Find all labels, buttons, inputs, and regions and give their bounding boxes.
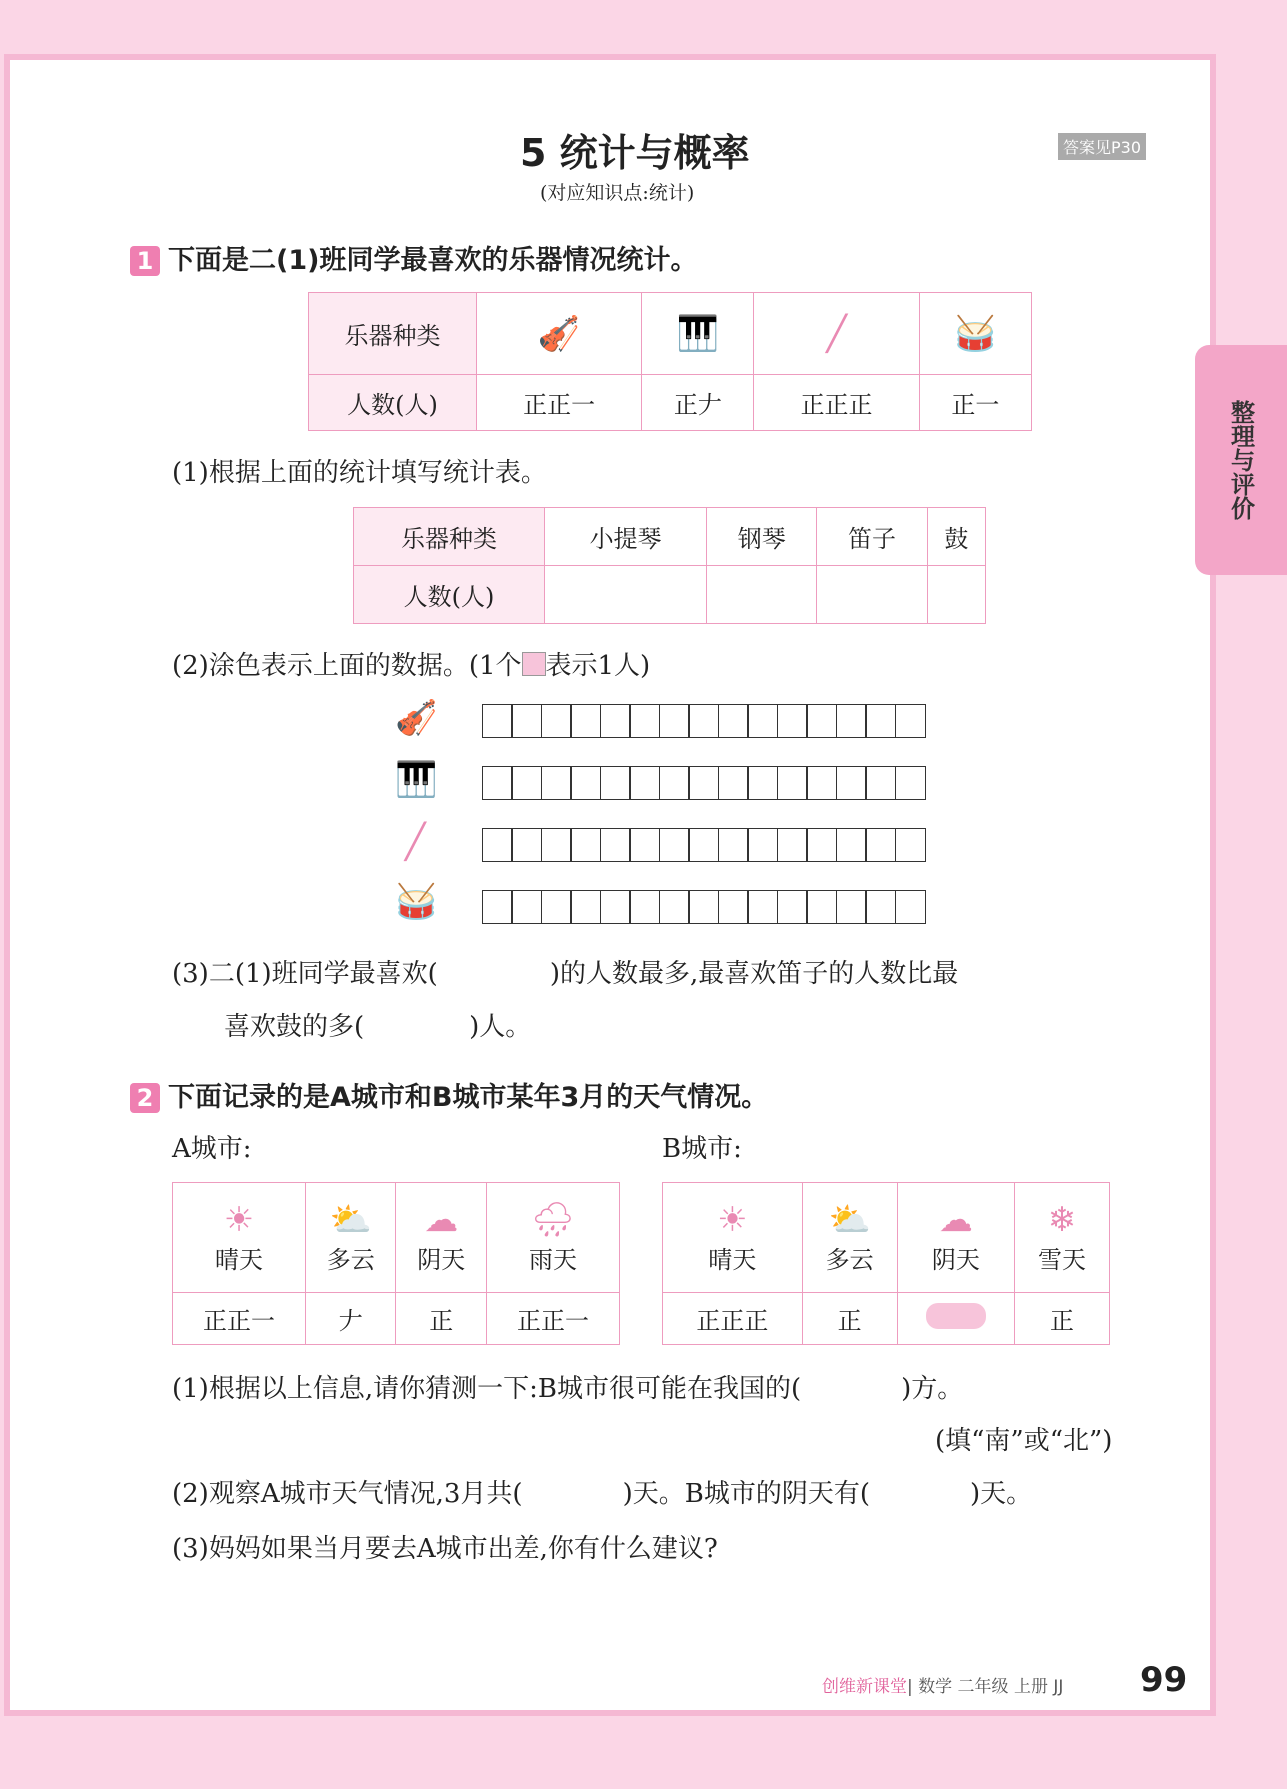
weather-label: 雨天 xyxy=(528,1246,577,1274)
question-2 xyxy=(130,1075,768,1114)
grid-cell[interactable] xyxy=(541,890,572,924)
answer-cell[interactable] xyxy=(927,566,985,624)
grid-cell[interactable] xyxy=(600,890,631,924)
grid-cell[interactable] xyxy=(747,890,778,924)
city-a-table xyxy=(172,1182,620,1345)
grid-cell[interactable] xyxy=(836,766,867,800)
grid-cell[interactable] xyxy=(482,890,513,924)
grid-cell[interactable] xyxy=(570,828,601,862)
grid-cell[interactable] xyxy=(718,890,749,924)
city-a-label: A城市: xyxy=(172,1134,252,1164)
tally: 正正一 xyxy=(173,1293,306,1345)
footer xyxy=(822,1672,1063,1697)
question-1 xyxy=(130,238,697,277)
grid-cell[interactable] xyxy=(777,828,808,862)
weather-label: 阴天 xyxy=(931,1246,980,1274)
sun-icon: ☀ xyxy=(717,1200,748,1240)
answer-cell[interactable] xyxy=(545,566,707,624)
grid-cell[interactable] xyxy=(570,704,601,738)
tally-table xyxy=(308,292,1032,431)
instrument: 笛子 xyxy=(817,508,927,566)
grid-cell[interactable] xyxy=(482,766,513,800)
text: )方。 xyxy=(901,1374,964,1404)
grid-cell[interactable] xyxy=(511,766,542,800)
piano-icon: 🎹 xyxy=(395,760,438,800)
grid-cell[interactable] xyxy=(600,828,631,862)
snow-icon: ❄ xyxy=(1047,1200,1077,1240)
tally: 正 xyxy=(396,1293,486,1345)
grid-cell[interactable] xyxy=(777,704,808,738)
grid-cell[interactable] xyxy=(836,704,867,738)
ink-smudge xyxy=(926,1303,986,1329)
grid-cell[interactable] xyxy=(806,704,837,738)
text: )天。B城市的阴天有( xyxy=(622,1479,870,1509)
grid-cell[interactable] xyxy=(600,704,631,738)
grid-cell[interactable] xyxy=(659,704,690,738)
tally: 正𠂇 xyxy=(642,375,754,431)
answer-cell[interactable] xyxy=(707,566,817,624)
city-b-label: B城市: xyxy=(662,1134,742,1164)
drum-icon: 🥁 xyxy=(919,293,1031,375)
grid-cell[interactable] xyxy=(659,766,690,800)
label: 乐器种类 xyxy=(309,293,477,375)
grid-cell[interactable] xyxy=(482,828,513,862)
color-grid[interactable] xyxy=(483,828,926,862)
part-3-cont xyxy=(224,1006,531,1043)
grid-cell[interactable] xyxy=(629,766,660,800)
tally: 正正一 xyxy=(477,375,642,431)
side-tab[interactable]: 整理与评价 xyxy=(1195,345,1287,575)
grid-cell[interactable] xyxy=(688,828,719,862)
instrument: 钢琴 xyxy=(707,508,817,566)
question-number: 1 xyxy=(130,246,160,276)
tally: 正正一 xyxy=(486,1293,619,1345)
tally: 𠂇 xyxy=(306,1293,396,1345)
weather-label: 阴天 xyxy=(417,1246,466,1274)
page-number: 99 xyxy=(1140,1660,1188,1700)
grid-cell[interactable] xyxy=(570,766,601,800)
grid-cell[interactable] xyxy=(865,766,896,800)
grid-cell[interactable] xyxy=(895,766,926,800)
grid-cell[interactable] xyxy=(688,704,719,738)
instrument: 小提琴 xyxy=(545,508,707,566)
grid-cell[interactable] xyxy=(777,766,808,800)
grid-cell[interactable] xyxy=(629,828,660,862)
weather-label: 晴天 xyxy=(708,1246,757,1274)
weather-label: 多云 xyxy=(326,1246,375,1274)
grid-cell[interactable] xyxy=(541,766,572,800)
text: (1)根据以上信息,请你猜测一下:B城市很可能在我国的( xyxy=(172,1374,802,1404)
grid-cell[interactable] xyxy=(806,766,837,800)
part-1: (1)根据上面的统计填写统计表。 xyxy=(172,458,547,488)
grid-cell[interactable] xyxy=(659,828,690,862)
q2-part-2 xyxy=(172,1473,1032,1510)
cloud-icon: ☁ xyxy=(938,1200,973,1240)
text: )天。 xyxy=(969,1479,1033,1509)
weather-cell xyxy=(663,1183,803,1293)
text: 喜欢鼓的多( xyxy=(224,1012,365,1042)
text: )的人数最多,最喜欢笛子的人数比最 xyxy=(549,959,959,989)
grid-cell[interactable] xyxy=(806,828,837,862)
smudge-cell xyxy=(897,1293,1014,1345)
grid-cell[interactable] xyxy=(629,890,660,924)
weather-cell xyxy=(173,1183,306,1293)
label: 人数(人) xyxy=(354,566,545,624)
grid-cell[interactable] xyxy=(629,704,660,738)
partly-cloudy-icon: ⛅ xyxy=(329,1200,372,1240)
grid-cell[interactable] xyxy=(895,890,926,924)
weather-cell xyxy=(897,1183,1014,1293)
stat-table xyxy=(353,507,986,624)
tally: 正正正 xyxy=(754,375,919,431)
color-grid[interactable] xyxy=(483,890,926,924)
weather-label: 晴天 xyxy=(215,1246,264,1274)
grid-cell[interactable] xyxy=(747,828,778,862)
tally: 正正正 xyxy=(663,1293,803,1345)
brand: 创维新课堂 xyxy=(822,1677,907,1697)
grid-cell[interactable] xyxy=(865,890,896,924)
pink-square-icon xyxy=(522,652,546,676)
weather-cell xyxy=(486,1183,619,1293)
grid-cell[interactable] xyxy=(688,766,719,800)
answer-cell[interactable] xyxy=(817,566,927,624)
flute-icon: ╱ xyxy=(405,822,426,862)
part-3 xyxy=(172,953,958,990)
grid-cell[interactable] xyxy=(688,890,719,924)
weather-cell xyxy=(396,1183,486,1293)
tally: 正一 xyxy=(919,375,1031,431)
q2-part-3: (3)妈妈如果当月要去A城市出差,你有什么建议? xyxy=(172,1534,718,1564)
grid-cell[interactable] xyxy=(482,704,513,738)
grid-cell[interactable] xyxy=(600,766,631,800)
grid-cell[interactable] xyxy=(865,704,896,738)
grid-cell[interactable] xyxy=(895,828,926,862)
drum-icon: 🥁 xyxy=(395,882,438,922)
city-b-table xyxy=(662,1182,1110,1345)
grid-cell[interactable] xyxy=(541,828,572,862)
color-grid[interactable] xyxy=(483,704,926,738)
book-info: | 数学 二年级 上册 JJ xyxy=(907,1677,1064,1697)
grid-cell[interactable] xyxy=(865,828,896,862)
grid-cell[interactable] xyxy=(747,766,778,800)
partly-cloudy-icon: ⛅ xyxy=(828,1200,871,1240)
question-text: 下面记录的是A城市和B城市某年3月的天气情况。 xyxy=(168,1082,769,1113)
grid-cell[interactable] xyxy=(747,704,778,738)
q2-part-1 xyxy=(172,1368,963,1405)
subtitle: (对应知识点:统计) xyxy=(540,182,695,204)
text: )人。 xyxy=(469,1012,532,1042)
grid-cell[interactable] xyxy=(718,766,749,800)
violin-icon: 🎻 xyxy=(477,293,642,375)
grid-cell[interactable] xyxy=(836,890,867,924)
part-2 xyxy=(172,645,650,682)
grid-cell[interactable] xyxy=(511,890,542,924)
question-number: 2 xyxy=(130,1083,160,1113)
label: 乐器种类 xyxy=(354,508,545,566)
tally: 正 xyxy=(1015,1293,1110,1345)
text: (3)二(1)班同学最喜欢( xyxy=(172,959,438,989)
label: 人数(人) xyxy=(309,375,477,431)
text: 表示1人) xyxy=(545,651,651,681)
grid-cell[interactable] xyxy=(541,704,572,738)
grid-cell[interactable] xyxy=(895,704,926,738)
answer-ref: 答案见P30 xyxy=(1058,133,1146,160)
grid-cell[interactable] xyxy=(659,890,690,924)
sun-icon: ☀ xyxy=(223,1200,255,1240)
grid-cell[interactable] xyxy=(511,704,542,738)
flute-icon: ╱ xyxy=(754,293,919,375)
weather-cell xyxy=(802,1183,897,1293)
grid-cell[interactable] xyxy=(777,890,808,924)
hint: (填“南”或“北”) xyxy=(935,1426,1113,1456)
text: (2)观察A城市天气情况,3月共( xyxy=(172,1479,523,1509)
grid-cell[interactable] xyxy=(718,704,749,738)
weather-label: 多云 xyxy=(825,1246,874,1274)
tally: 正 xyxy=(802,1293,897,1345)
weather-cell xyxy=(1015,1183,1110,1293)
instrument: 鼓 xyxy=(927,508,985,566)
weather-cell xyxy=(306,1183,396,1293)
grid-cell[interactable] xyxy=(570,890,601,924)
grid-cell[interactable] xyxy=(511,828,542,862)
grid-cell[interactable] xyxy=(806,890,837,924)
piano-icon: 🎹 xyxy=(642,293,754,375)
rain-icon: 🌧 xyxy=(531,1200,575,1240)
text: (2)涂色表示上面的数据。(1个 xyxy=(172,651,522,681)
grid-cell[interactable] xyxy=(718,828,749,862)
cloud-icon: ☁ xyxy=(424,1200,459,1240)
page-title: 5 统计与概率 xyxy=(520,131,750,175)
grid-cell[interactable] xyxy=(836,828,867,862)
question-text: 下面是二(1)班同学最喜欢的乐器情况统计。 xyxy=(168,245,698,276)
weather-label: 雪天 xyxy=(1038,1246,1086,1274)
violin-icon: 🎻 xyxy=(395,698,438,738)
color-grid[interactable] xyxy=(483,766,926,800)
